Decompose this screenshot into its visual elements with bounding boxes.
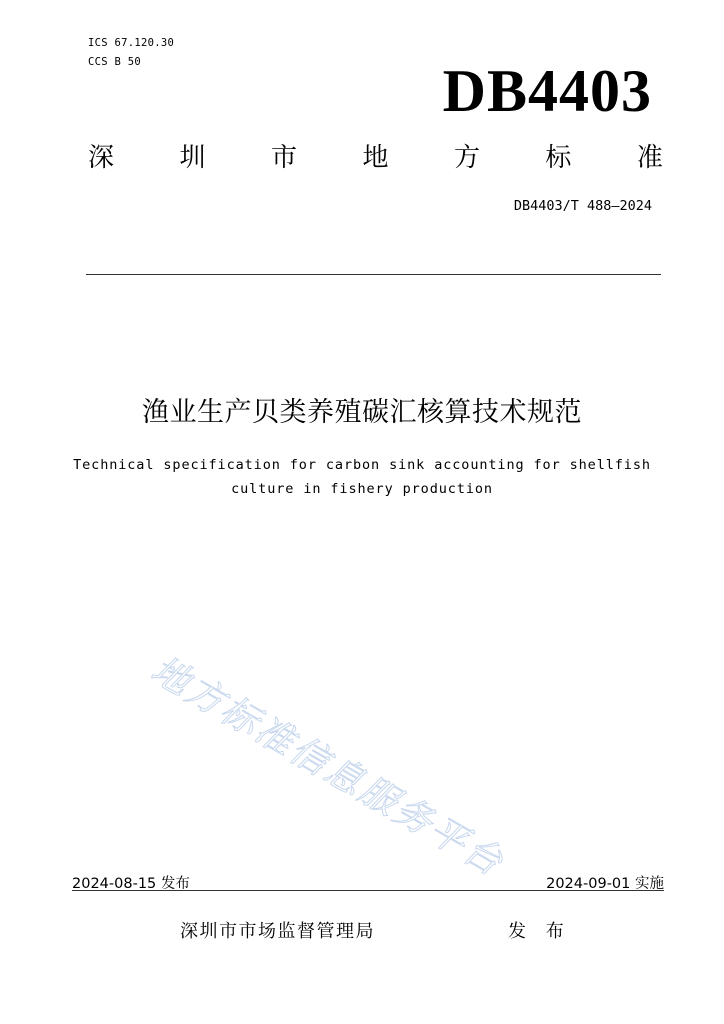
ics-code: ICS 67.120.30 (88, 37, 175, 49)
header-divider (86, 274, 661, 275)
watermark: 地方标准信息服务平台 (144, 647, 512, 886)
standard-code-logo: DB4403 (442, 58, 652, 124)
standard-type (88, 138, 663, 178)
ccs-code: CCS B 50 (88, 56, 141, 68)
issue-label: 发 布 (508, 921, 571, 942)
standard-type-char: 圳 (179, 143, 206, 173)
standard-type-char: 标 (545, 143, 572, 173)
standard-type-char: 市 (270, 143, 297, 173)
standard-type-char: 深 (88, 143, 115, 173)
standard-number: DB4403/T 488—2024 (513, 198, 652, 214)
standard-type-char: 准 (636, 143, 663, 173)
document-title-english-line1: Technical specification for carbon sink accounting for shellfish (73, 457, 651, 473)
implementation-date: 2024-09-01 实施 (546, 876, 664, 892)
standard-type-char: 地 (362, 143, 389, 173)
document-title-english-line2: culture in fishery production (231, 481, 493, 497)
issue-date: 2024-08-15 发布 (72, 876, 190, 892)
standard-type-char: 方 (453, 143, 480, 173)
issuing-authority: 深圳市市场监督管理局 (180, 921, 375, 942)
footer-divider (72, 890, 664, 891)
document-title-chinese: 渔业生产贝类养殖碳汇核算技术规范 (142, 397, 582, 428)
